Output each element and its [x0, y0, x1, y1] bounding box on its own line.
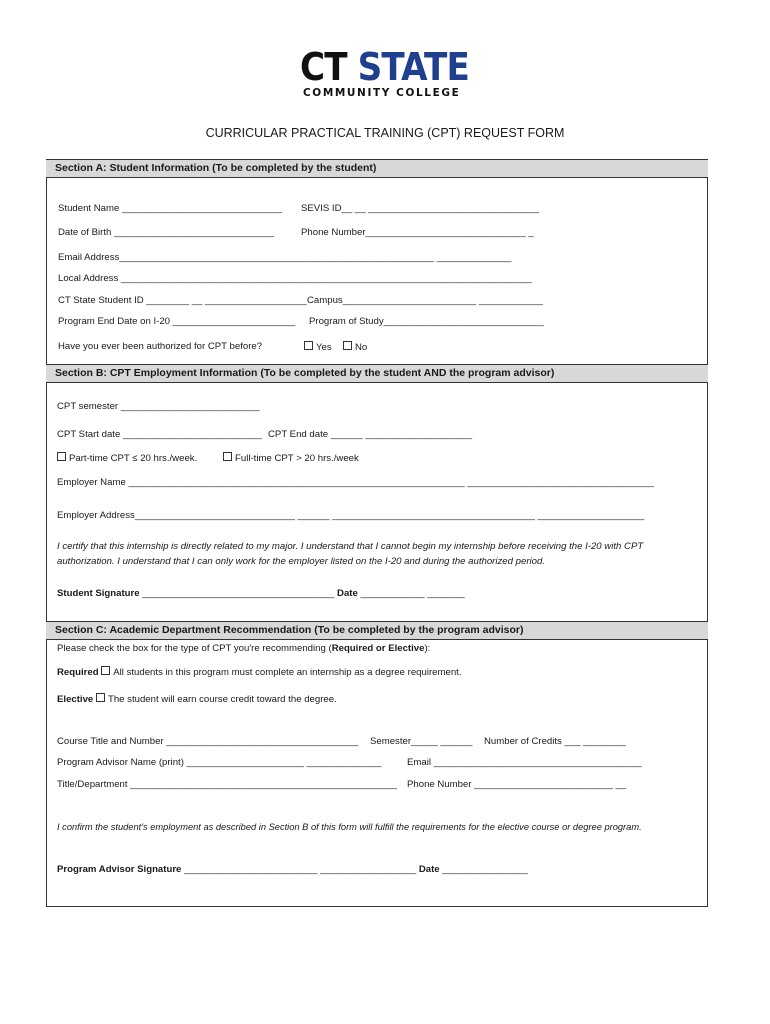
required-label: Required [57, 667, 99, 678]
campus-field[interactable]: Campus_________________________ ____________ [307, 295, 543, 306]
email-address-field[interactable]: Email Address___________________________________________________________ ______________ [58, 252, 512, 263]
cpt-semester-field[interactable]: CPT semester __________________________ [57, 401, 260, 412]
student-id-field[interactable]: CT State Student ID ________ __ ___________________ [58, 295, 307, 306]
program-end-date-field[interactable]: Program End Date on I-20 _______________________ [58, 316, 296, 327]
cpt-no-checkbox[interactable] [343, 341, 367, 354]
section-b-header: Section B: CPT Employment Information (To be completed by the student AND the program advisor) [46, 364, 708, 383]
checkbox-icon[interactable] [223, 452, 232, 461]
student-date-field[interactable]: ____________ _______ [357, 588, 465, 599]
advisor-signature-row [57, 864, 528, 876]
cpt-question-label: Have you ever been authorized for CPT before? [58, 341, 263, 352]
certification-text-line-2: authorization. I understand that I can only work for the employer listed on the I-20 and during the authorized period. [57, 556, 545, 567]
instruction-bold-text: Required or Elective [331, 643, 425, 654]
advisor-date-label: Date [418, 864, 440, 875]
elective-option[interactable] [57, 693, 337, 706]
certification-text-line-1: I certify that this internship is directly related to my major. I understand that I cannot begin my internship before receiving the I-20 with CPT [57, 541, 644, 552]
advisor-date-field[interactable]: ________________ [439, 864, 528, 875]
employer-name-field[interactable]: Employer Name _______________________________________________________________ ___________________________________ [57, 477, 654, 488]
section-c-header: Section C: Academic Department Recommendation (To be completed by the program advisor) [46, 621, 708, 640]
elective-label: Elective [57, 694, 94, 705]
checkbox-icon[interactable] [304, 341, 313, 350]
instruction-text: Please check the box for the type of CPT you're recommending ( [57, 643, 332, 654]
course-title-field[interactable]: Course Title and Number ____________________________________ [57, 736, 359, 747]
checkbox-icon[interactable] [96, 693, 105, 702]
yes-label: Yes [316, 342, 332, 353]
advisor-email-field[interactable]: Email _______________________________________ [407, 757, 642, 768]
student-signature-row [57, 588, 465, 600]
student-signature-field[interactable]: ____________________________________ [139, 588, 338, 599]
advisor-name-field[interactable]: Program Advisor Name (print) ______________________ ______________ [57, 757, 382, 768]
phone-number-field[interactable]: Phone Number______________________________ _ [301, 227, 534, 238]
date-of-birth-field[interactable]: Date of Birth ______________________________ [58, 227, 275, 238]
student-date-label: Date [337, 588, 358, 599]
instruction-end-text: ): [424, 643, 431, 654]
part-time-checkbox[interactable] [57, 452, 197, 465]
semester-field[interactable]: Semester_____ ______ [370, 736, 473, 747]
program-of-study-field[interactable]: Program of Study______________________________ [309, 316, 544, 327]
section-a-header: Section A: Student Information (To be completed by the student) [46, 159, 708, 178]
required-description: All students in this program must complete an internship as a degree requirement. [113, 667, 462, 678]
no-label: No [355, 342, 368, 353]
employer-address-field[interactable]: Employer Address______________________________ ______ ______________________________________ ____________________ [57, 510, 645, 521]
cpt-end-date-field[interactable]: CPT End date ______ ____________________ [268, 429, 473, 440]
logo-subtitle: COMMUNITY COLLEGE [303, 87, 461, 99]
sevis-id-field[interactable]: SEVIS ID__ __ ________________________________ [301, 203, 539, 214]
logo-ct-text: CT [300, 45, 347, 89]
checkbox-icon[interactable] [57, 452, 66, 461]
advisor-signature-field[interactable]: _________________________ __________________ [181, 864, 419, 875]
recommendation-instruction [57, 643, 430, 655]
advisor-phone-field[interactable]: Phone Number __________________________ __ [407, 779, 627, 790]
number-of-credits-field[interactable]: Number of Credits ___ ________ [484, 736, 626, 747]
full-time-checkbox[interactable] [223, 452, 359, 465]
form-title: CURRICULAR PRACTICAL TRAINING (CPT) REQUEST FORM [205, 126, 565, 140]
student-name-field[interactable]: Student Name ______________________________ [58, 203, 283, 214]
elective-description: The student will earn course credit toward the degree. [107, 694, 337, 705]
part-time-label: Part-time CPT ≤ 20 hrs./week. [69, 453, 198, 464]
required-option[interactable] [57, 666, 461, 679]
college-logo [300, 45, 469, 89]
checkbox-icon[interactable] [343, 341, 352, 350]
cpt-yes-checkbox[interactable] [304, 341, 332, 354]
title-department-field[interactable]: Title/Department __________________________________________________ [57, 779, 398, 790]
checkbox-icon[interactable] [101, 666, 110, 675]
confirmation-text: I confirm the student's employment as described in Section B of this form will fulfill the requirements for the elective course or degree program. [57, 822, 642, 832]
full-time-label: Full-time CPT > 20 hrs./week [235, 453, 359, 464]
student-signature-label: Student Signature [57, 588, 140, 599]
advisor-signature-label: Program Advisor Signature [57, 864, 182, 875]
logo-state-text: STATE [357, 45, 469, 89]
local-address-field[interactable]: Local Address _____________________________________________________________________________ [58, 273, 532, 284]
cpt-start-date-field[interactable]: CPT Start date __________________________ [57, 429, 262, 440]
